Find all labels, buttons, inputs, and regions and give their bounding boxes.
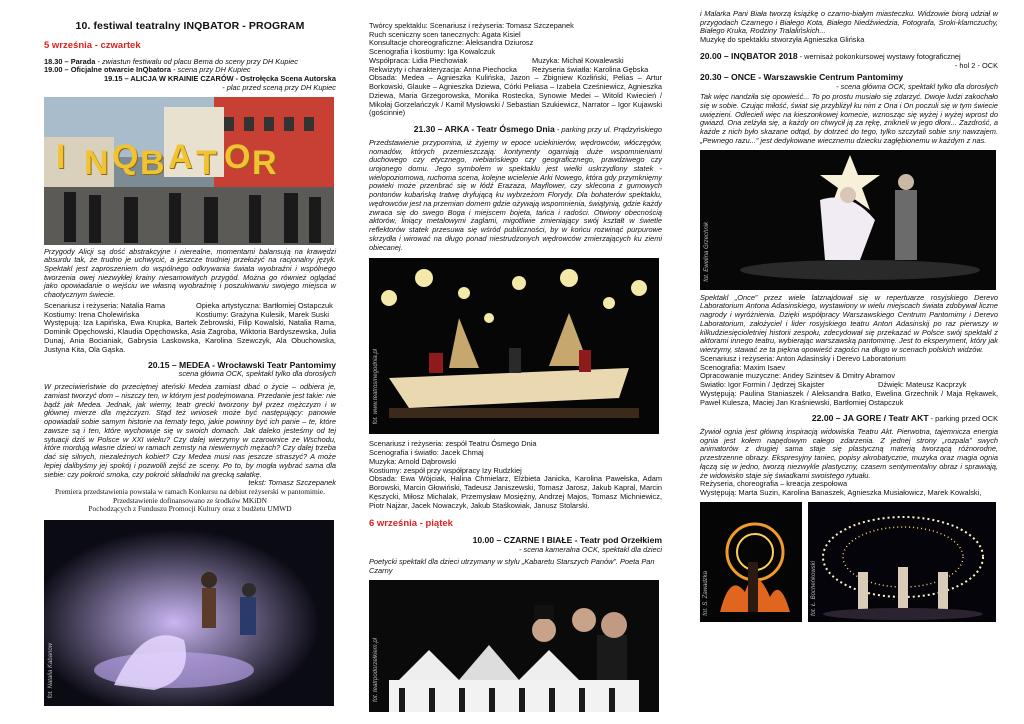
czb-music: Muzykę do spektaklu stworzyła Agnieszka Glińska bbox=[700, 35, 865, 45]
arka-photo-credit: fot. www.teatrosmegodnia.pl bbox=[373, 348, 379, 425]
medea-photo-credit: fot. Natalia Kabanow bbox=[48, 642, 54, 699]
medea-sub: scena główna OCK, spektakl tylko dla dorosłych bbox=[178, 369, 336, 379]
ja-description: Żywioł ognia jest główną inspiracją widowiska Teatru Akt. Pierwotna, tajemnicza energia ognia jest kołem napędowym całego zdarzenia. Z jednej strony „rozpala” swych animatorów z drugiej sama staje się plastyczną materią tworzącą różnorodne, przestrzenne obrazy. Ekspresyjny taniec, popisy akrobatyczne, muzyka oraz magia ognia łączą się w jedno, tworzą niezwykle plastyczny, czasem sentymentalny obraz i sprawiają, że widowisko staje się świadkami swoistego rytuału. bbox=[700, 426, 998, 480]
sign-letter: O bbox=[224, 137, 251, 176]
medea-credit-3: Konsultacje choreograficzne: Aleksandra Dziurosz bbox=[369, 38, 534, 48]
alicja-place: - plac przed sceną przy DH Kupiec bbox=[222, 82, 336, 92]
day-heading-friday: 6 września - piątek bbox=[369, 518, 453, 530]
czb-photo bbox=[369, 580, 659, 712]
medea-credit-pair-1 bbox=[369, 57, 662, 66]
medea-notes bbox=[44, 488, 336, 514]
event-czarne-biale bbox=[369, 535, 662, 554]
once-photo-drawing bbox=[700, 150, 996, 290]
parade-name: – Parada bbox=[62, 56, 96, 66]
medea-pair-1-left: Współpraca: Lidia Piechowiak bbox=[369, 56, 468, 65]
ja-photos bbox=[700, 502, 998, 622]
czb-head: 10.00 – CZARNE I BIAŁE - Teatr pod Orzełkiem bbox=[472, 535, 662, 546]
sign-letter: T bbox=[196, 143, 217, 182]
event-ja-gore bbox=[700, 413, 998, 424]
medea-head: 20.15 – MEDEA - Wrocławski Teatr Pantomimy bbox=[147, 360, 336, 371]
ja-head: 22.00 – JA GORE / Teatr AKT bbox=[811, 413, 929, 424]
arka-head: 21.30 – ARKA - Teatr Ósmego Dnia bbox=[413, 124, 555, 135]
sign-letter: B bbox=[140, 143, 165, 182]
once-description: Spektakl „Once” przez wiele latznajdował się w repertuarze rosyjskiego Derevo Laboratorium Antona Adasinskiego, wystawiony w wielu miejscach świata zdobywał liczne nagrody i wyróżnienia. Dzięki współpracy Warszawskiego Centrum Pantomimy i Derevo Laboratorium, założyciel i lider rosyjskiego teatru Anton Adasinskij po raz pierwszy w kilkudziesięcioletniej historii zespołu, zdecydował się przekazać w Polsce swój spektakl z aktorami innego teatru, wybierając warszawską pantomimę. Jest to eksperyment, który jak wierzymy, stawać ze ta piękna opowieść zagości na długo w scenach polskich widzów. bbox=[700, 292, 998, 355]
opening-time: 19.00 bbox=[44, 65, 63, 75]
day-heading-thursday: 5 września - czwartek bbox=[44, 40, 141, 52]
parade-time: 18.30 bbox=[44, 56, 63, 66]
medea-credit-4: Scenografia i kostiumy: Iga Kowalczuk bbox=[369, 47, 496, 57]
parade-photo bbox=[44, 97, 334, 245]
fire-photo-2 bbox=[808, 502, 996, 622]
alicja-credit-1-left: Scenariusz i reżyseria: Natalia Rama bbox=[44, 301, 166, 310]
czb-sub: - scena kameralna OCK, spektakl dla dzieci bbox=[519, 544, 662, 554]
medea-pair-2-right: Reżyseria światła: Karolina Gębska bbox=[532, 65, 649, 74]
once-quote: Tak więc nandziła się opowieść... To po prostu musiało się zdarzyć. Dwoje ludzi zakochało się w sobie. Czując miłość, świat się przybliżył ku nim z Ona i On poczuli się w tym świecie uwięzieni. Odlecieli więc na kieszonkowej komecie, wznosząc się wyżej i wyżej wprost do gwiazd. Ona zelżyła się, a każdy on chwycił ją za rękę, znikneli w jego dłoni... Zazdrość, a każde z nich było skazane odtąd, by dotrzeć do tego, tylko szczytali sobie sny nawzajem. „Pewnego razu...” jest dedykowane wiecznemu dziecku zagłębionemu w każdym z nas. bbox=[700, 92, 998, 145]
sign-letter: A bbox=[168, 137, 193, 176]
fire-photo-1-credit: fot. S. Zawadzka bbox=[703, 571, 709, 616]
arka-cast: Obsada: Ewa Wójciak, Halina Chmielarz, Elżbieta Janicka, Karolina Pawełska, Adam Borowski, Marcin Głowiński, Tadeusz Janiszewski, Tomasz Jarosz, Jakub Kapral, Marcin Kęszycki, Miłosz Michalak, Przemysław Mosiężny, Andrzej Majos, Tomasz Michniewicz, Piotr Najżar, Jacek Nowaczyk, Jakub Staśkowiak, Janusz Stolarski. bbox=[369, 474, 662, 510]
arka-credit-3: Muzyka: Arnold Dąbrowski bbox=[369, 456, 457, 466]
alicja-credit-row-1 bbox=[44, 302, 336, 311]
alicja-credit-1-right: Opieka artystyczna: Bartłomiej Ostapczuk bbox=[196, 301, 333, 310]
inq-head: 20.00 – INQBATOR 2018 bbox=[700, 50, 798, 61]
alicja-cast: Występują: Iza Łapińska, Ewa Krupka, Bartek Zebrowski, Filip Kowalski, Natalia Rama, Dominik Opęchowski, Klaudia Opęchowska, Asia Zagroba, Wiktoria Bardyszewska, Julia Dunaj, Ania Bocianiak, Gabrysia Laskowska, Karolina Szewczyk, Ala Obuchowska, Justyna Kita, Ola Gąska. bbox=[44, 318, 336, 354]
medea-note-3: Pochodzących z Funduszu Promocji Kultury oraz z budżetu UMWD bbox=[88, 504, 292, 514]
medea-description: W przeciwieństwie do przeciętnej ateński Medea zamiast dbać o życie – odbiera je, zamiast tworzyć dom – niszczy ten, w którym jest podejmowana. Przedanie jest takie: nie bądź jak Medea. Jednak, jak wiemy, teatr grecki tworzony był przez mężczyzn i w głównej mierze dla mężczyzn. Stąd też wniosek może być następujący: panowie opowiadali sobie samym historie na tematy tego, jakie powinny być ich panie – te, które zawsze są i ten, które wychowuje się w swoich domach. Jak daleko jesteśmy od tej sytuacji dziś w Polsce w XXI wieku? Czy dalej wierzymy w czarownice ze Wschodu, które mordują własne dzieci w ramach zemsty na niewiernych mężach? Czy dalej trzeba dać się silnych, niezależnych kobiet? Czy Medea musi nas jeszcze straszyć? A może lepiej dalibyśmy jej spokój i pozwolili zejść ze sceny. Po to, by mogła wybrać sama dla siebie: czy pokroić smoka, czy pokroić składniki na grecką sałatkę. bbox=[44, 382, 336, 479]
arka-photo-drawing bbox=[369, 258, 659, 434]
ja-cast: Występują: Marta Suzin, Karolina Banaszek, Agnieszka Musiałowicz, Marek Kowalski, bbox=[700, 489, 982, 498]
czb-description-cont: i Malarka Pani Biała tworzą książkę o czarno-białym miasteczku. Widzowie biorą udział w przygodach Czarnego i Białego Kota, Białego Niedźwiedzia, Fotografa, Sroki-klamczuchy, Białego Kruka, Rodziny Tralalińskich... bbox=[700, 9, 998, 36]
medea-photo-drawing bbox=[44, 520, 334, 706]
fire-photo-1-drawing bbox=[700, 502, 802, 622]
medea-note-2: Przedstawienie dofinansowano ze środków MKiDN bbox=[113, 495, 267, 505]
arka-credits bbox=[369, 440, 662, 475]
column-1 bbox=[44, 20, 336, 706]
sign-letter: R bbox=[252, 143, 277, 182]
medea-note-1: Premiera przedstawienia powstała w ramach Konkursu na debiut reżyserski w pantomimie. bbox=[55, 487, 325, 497]
once-pair-right: Dźwięk: Mateusz Kacprzyk bbox=[878, 381, 967, 390]
czb-description: Poetycki spektakl dla dzieci utrzymany w stylu „Kabaretu Starszych Panów”. Poeta Pan Czarny bbox=[369, 557, 655, 576]
inqbator-sign bbox=[56, 137, 296, 197]
opening-name: – Oficjalne otwarcie InQbatora bbox=[62, 65, 171, 75]
arka-description: Przedstawienie przypomina, iż żyjemy w epoce uciekinierów, wędrowców, włóczęgów, nomadów, których przemieszczają: kontynenty ogarniają duże wspomnieniami duchowego czy etycznego, niebiańskiego czy geograficznego, prawdziwego czy urojonego domu. Jego symbolem w spektaklu jest wielki uskrzydlony statek - wielopoziomowa, ruchoma scena, kolejne wcielenie Arki Nowego, która gdy przymknięmy powieki może przenbrać się w łódź Erazaza, Mayflower, czy sklecona z gumowych pontonów kubańską tratwę dryfującą ku wybrzeżom Florydy. Dla bohaterów spektaklu, wędrowców jest na przemian domem gdzie ożywają wspomnienia, świątynią, gdzie każdy zwraca się do swego Boga i miejscem bojeta, tańca i radości. Otwiony obecnością aktorów, liniący metalowymi żaglami, migotliwie zmieniający swój kształt w świetle reflektorów statek przesuwa się wśród publiczności, by w końcu rozwinąć purpurowe skrzydła i wirować na długo ponad niestrudzonych wędrowców zmierzających ku ziemi obiecanej. bbox=[369, 137, 662, 252]
once-credit-1: Scenariusz i reżyseria: Anton Adasinsky i Derevo Laboratorium bbox=[700, 353, 906, 363]
once-cast: Występują: Paulina Staniaszek / Aleksandra Batko, Ewelina Grzechnik / Maja Rękawek, Paweł Kulesza, Maciej Jan Kraśniewski, Bartłomiej Ostapczuk bbox=[700, 388, 998, 407]
sign-letter: N bbox=[84, 143, 109, 182]
alicja-credits bbox=[44, 302, 336, 319]
once-credit-3: Opracowanie muzyczne: Andey Szintsev & Dmitry Abramov bbox=[700, 371, 896, 381]
once-credits bbox=[700, 355, 998, 390]
medea-pair-1-right: Muzyka: Michał Kowalewski bbox=[532, 56, 624, 65]
medea-author: tekst: Tomasz Szczepanek bbox=[248, 478, 336, 488]
column-3 bbox=[700, 10, 998, 622]
once-photo-credit: fot. Ewelina Grzechnik bbox=[704, 221, 710, 282]
fire-photo-2-credit: fot. Ł. Bocheńkowski bbox=[811, 560, 817, 616]
column-2 bbox=[369, 22, 662, 712]
ja-sub: - parking przed OCK bbox=[928, 414, 998, 424]
sign-letter: Q bbox=[112, 137, 139, 176]
medea-credits bbox=[369, 22, 662, 74]
medea-credit-1: Twórcy spektaklu: Scenariusz i reżyseria: Tomasz Szczepanek bbox=[369, 21, 574, 30]
czb-photo-drawing bbox=[369, 580, 659, 712]
arka-credit-4: Kostiumy: zespół przy współpracy Izy Rudzkiej bbox=[369, 465, 522, 475]
once-head: 20.30 – ONCE - Warszawskie Centrum Pantomimy bbox=[700, 72, 904, 83]
once-pair-left: Światło: Igor Formin / Jędrzej Skajster bbox=[700, 381, 825, 390]
fire-photo-2-drawing bbox=[808, 502, 996, 622]
alicja-credit-2-left: Kostiumy: Irena Cholewińska bbox=[44, 310, 140, 319]
arka-sub: - parking przy ul. Prądzyńskiego bbox=[554, 125, 662, 135]
arka-photo bbox=[369, 258, 659, 434]
event-inqbator-exhibition bbox=[700, 51, 998, 70]
alicja-description: Przygody Alicji są dość abstrakcyjne i nierealne, momentami balansują na krawędzi absurdu tak, że trudno je uchwycić, a jeszcze trudniej przełożyć na racjonalny język. Spektakl jest zaproszeniem do wspólnego odkrywania świata wyobraźni i wspólnego tworzenia owej niezwykłej krainy niesamowitych przygód. Można go również oglądać jako opowiadanie o wejściu we własną wyobraźnię i poszukiwaniu swojego miejsca w chaotycznym świecie. bbox=[44, 246, 336, 300]
fire-photo-1 bbox=[700, 502, 802, 622]
event-alicja bbox=[44, 75, 336, 92]
event-once bbox=[700, 72, 998, 91]
alicja-head: 19.15 – ALICJA W KRAINIE CZARÓW - Ostrołęcka Scena Autorska bbox=[103, 74, 336, 84]
medea-pair-2-left: Rekwizyty i charakteryzacja: Anna Piechocka bbox=[369, 65, 517, 74]
inq-sub: - wernisaż pokonkursowej wystawy fotograficznej bbox=[797, 51, 961, 61]
inq-place: - hol 2 - OCK bbox=[954, 60, 998, 70]
czb-photo-credit: fot. teatrpodorzelkiem.pl bbox=[373, 637, 379, 702]
parade-desc: - zwiastun festiwalu od placu Bema do sceny przy DH Kupiec bbox=[95, 56, 298, 66]
program-title: 10. festiwal teatralny INQBATOR - PROGRAM bbox=[75, 20, 305, 32]
event-arka bbox=[369, 124, 662, 135]
once-credit-2: Scenografia: Maxim Isaev bbox=[700, 362, 786, 372]
sign-letter: I bbox=[56, 137, 66, 176]
alicja-credit-2-right: Kostiumy: Grażyna Kulesik, Marek Suski bbox=[196, 310, 330, 319]
arka-credit-2: Scenografia i światło: Jacek Chmaj bbox=[369, 448, 484, 458]
medea-photo bbox=[44, 520, 334, 706]
event-medea bbox=[44, 360, 336, 379]
arka-credit-1: Scenariusz i reżyseria: zespół Teatru Ósmego Dnia bbox=[369, 439, 537, 449]
opening-desc: - scena przy DH Kupiec bbox=[170, 65, 251, 75]
once-photo bbox=[700, 150, 996, 290]
medea-cast: Obsada: Medea – Agnieszka Kulińska, Jazon – Zbigniew Kozłiński, Pelias – Artur Borkowski, Glauke – Agnieszka Dziewa, Córki Peliasa – Izabela Cześniewicz, Agnieszka Dziewa, Maria Grzegorowska, Monika Rostecka, Synowie Medei – Witold Kwiecień / Mikołaj Gorzelańczyk / Kamil Mysłowski / Sebastian Szukiewicz, Narrator – Igor Kujawski (gościnnie) bbox=[369, 73, 662, 118]
once-sub: - scena główna OCK, spektakl tylko dla dorosłych bbox=[836, 81, 998, 91]
ja-credit: Reżyseria, choreografia – kreacja zespołowa bbox=[700, 479, 848, 489]
medea-credit-2: Ruch sceniczny scen tanecznych: Agata Kisiel bbox=[369, 29, 521, 39]
